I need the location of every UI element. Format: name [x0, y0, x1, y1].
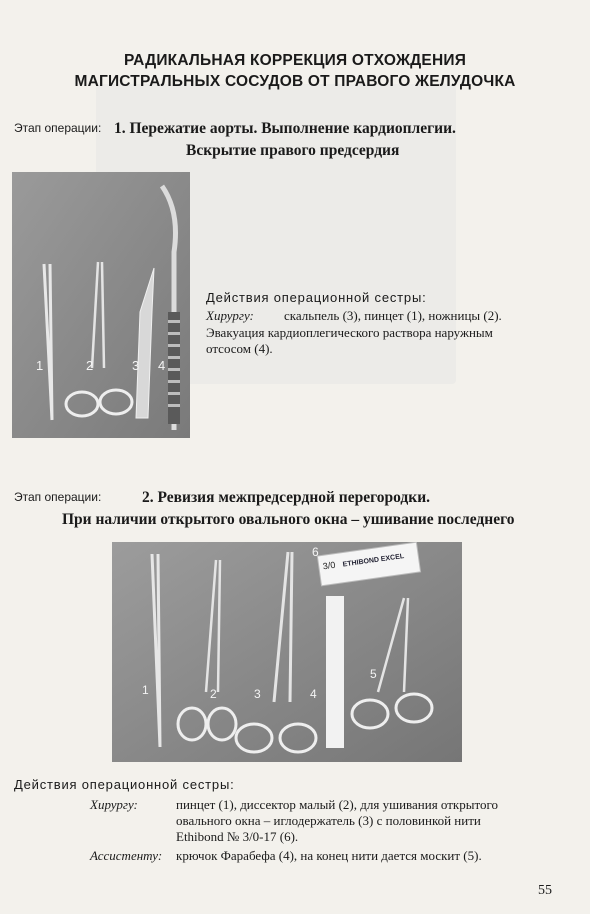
stage1-actions-heading: Действия операционной сестры: — [206, 290, 427, 305]
stage2-assistant-role: Ассистенту: — [90, 848, 163, 863]
stage1-photo-number-4: 4 — [158, 358, 166, 373]
stage1-title-line1: 1. Пережатие аорты. Выполнение кардиоплегии. — [114, 120, 456, 137]
stage1-instruments-photo — [12, 172, 190, 438]
stage1-note-line2: отсосом (4). — [206, 341, 273, 356]
page-number: 55 — [538, 883, 552, 898]
stage2-surgeon-role: Хирургу: — [90, 797, 138, 812]
stage1-note-line1: Эвакуация кардиоплегического раствора наружным — [206, 325, 493, 340]
stage1-photo-number-1: 1 — [36, 358, 44, 373]
stage2-assistant-text: крючок Фарабефа (4), на конец нити дается москит (5). — [176, 848, 482, 863]
stage2-title-line1: 2. Ревизия межпредсердной перегородки. — [142, 489, 431, 506]
page-title — [0, 50, 590, 92]
stage2-instruments-photo — [112, 542, 462, 762]
stage1-surgeon-role: Хирургу: — [206, 308, 254, 323]
stage2-photo-number-1: 1 — [142, 683, 149, 697]
stage2-photo-number-4: 4 — [310, 687, 317, 701]
stage1-header — [14, 118, 574, 168]
page-title-line1: РАДИКАЛЬНАЯ КОРРЕКЦИЯ ОТХОЖДЕНИЯ — [123, 52, 467, 69]
stage1-photo-number-2: 2 — [86, 358, 94, 373]
stage2-header — [14, 487, 574, 537]
stage2-photo-number-2: 2 — [210, 687, 217, 701]
stage2-surgeon-line1: пинцет (1), диссектор малый (2), для ушивания открытого — [176, 797, 498, 812]
page-title-line2: МАГИСТРАЛЬНЫХ СОСУДОВ ОТ ПРАВОГО ЖЕЛУДОЧКА — [74, 73, 516, 90]
stage2-instruments-image — [112, 542, 462, 762]
stage2-photo-number-3: 3 — [254, 687, 261, 701]
stage1-label: Этап операции: — [14, 121, 102, 135]
stage2-surgeon-line2: овального окна – иглодержатель (3) с половинкой нити — [176, 813, 481, 828]
stage2-surgeon-line3: Ethibond № 3/0-17 (6). — [176, 829, 299, 844]
suture-package-brand: ETHIBOND EXCEL — [342, 553, 405, 569]
stage1-title-line2: Вскрытие правого предсердия — [186, 142, 400, 159]
stage2-photo-number-5: 5 — [370, 667, 377, 681]
stage1-instruments-image — [12, 172, 190, 438]
stage2-label: Этап операции: — [14, 490, 102, 504]
stage1-surgeon-text: скальпель (3), пинцет (1), ножницы (2). — [284, 308, 502, 323]
stage2-title-line2: При наличии открытого овального окна – ушивание последнего — [62, 511, 515, 528]
stage2-photo-number-6: 6 — [312, 545, 319, 559]
suture-package-size: 3/0 — [322, 559, 336, 572]
stage1-photo-number-3: 3 — [132, 358, 140, 373]
stage2-actions-heading: Действия операционной сестры: — [14, 777, 235, 792]
